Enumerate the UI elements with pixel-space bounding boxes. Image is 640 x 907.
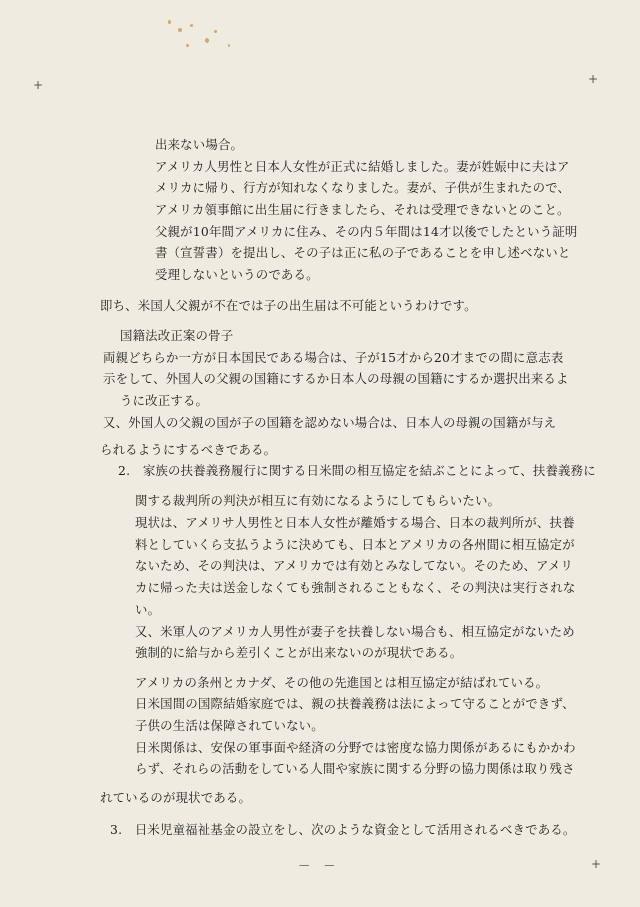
text-line: 出来ない場合。 <box>155 137 244 152</box>
text-line: 日米国間の国際結婚家庭では、親の扶養義務は法によって守ることができず、 <box>135 696 575 711</box>
text-line: 両親どちらか一方が日本国民である場合は、子が15才から20才までの間に意志表 <box>103 350 564 365</box>
stain-mark <box>214 30 217 33</box>
text-line: うに改正する。 <box>120 393 209 408</box>
text-line: らず、それらの活動をしている人間や家族に関する分野の協力関係は取り残さ <box>135 761 575 776</box>
text-line: 2. 家族の扶養義務履行に関する日米間の相互協定を結ぶことによって、扶養義務に <box>118 463 596 478</box>
item-3-line: れているのが現状である。 <box>100 790 252 805</box>
text-line: 料としていくら支払うように決めても、日本とアメリカの各州間に相互協定が <box>135 537 575 552</box>
stain-mark <box>178 28 182 32</box>
text-line: 強制的に給与から差引くことが出来ないのが現状である。 <box>135 645 463 660</box>
stain-mark <box>168 20 171 24</box>
text-line: 書（宣誓書）を提出し、その子は正に私の子であることを申し述べないと <box>155 245 571 260</box>
item-circle-1-line: 3. 日米児童福祉基金の設立をし、次のような資金として活用されるべきである。 <box>110 822 576 837</box>
text-line: 父親が10年間アメリカに住み、その内５年間は14才以後でしたという証明 <box>155 224 578 239</box>
text-line: アメリカ人男性と日本人女性が正式に結婚しました。妻が姓娠中に夫はア <box>155 159 570 174</box>
stain-mark <box>186 44 189 47</box>
text-line: メリカに帰り、行方が知れなくなりました。妻が、子供が生まれたので、 <box>155 180 571 195</box>
text-line: 示をして、外国人の父親の国籍にするか日本人の母親の国籍にするか選択出来るよ <box>103 371 569 386</box>
stain-mark <box>205 38 209 43</box>
text-line: 子供の生活は保障されていない。 <box>135 718 324 733</box>
text-line: ないため、その判決は、アメリカでは有効とみなしてない。そのため、アメリ <box>135 558 574 573</box>
stain-mark <box>190 24 193 27</box>
registration-mark-bottom-right: + <box>591 857 602 871</box>
text-line: 日米関係は、安保の軍事面や経済の分野では密度な協力関係があるにもかかわ <box>135 740 576 755</box>
registration-mark-top-right: + <box>588 72 599 86</box>
text-line: 又、米軍人のアメリカ人男性が妻子を扶養しない場合も、相互協定がないため <box>135 624 575 639</box>
text-line: 又、外国人の父親の国が子の国籍を認めない場合は、日本人の母親の国籍が与え <box>103 415 557 430</box>
text-line: アメリカ領事館に出生届に行きましたら、それは受理できないとのこと。 <box>155 202 570 217</box>
text-line: 現状は、アメリサ人男性と日本人女性が離婚する場合、日本の裁判所が、扶養 <box>135 515 575 530</box>
registration-mark-top-left: + <box>33 78 44 92</box>
text-line: い。 <box>135 602 161 617</box>
text-line: カに帰った夫は送金しなくても強制されることもなく、その判決は実行されな <box>135 580 576 595</box>
item-2-line: られるようにするべきである。 <box>100 442 277 457</box>
text-line: アメリカの条州とカナダ、その他の先進国とは相互協定が結ばれている。 <box>135 675 549 690</box>
text-line: 国籍法改正案の骨子 <box>120 328 234 343</box>
text-line: 関する裁判所の判決が相互に有効になるようにしてもらいたい。 <box>135 493 501 508</box>
text-line: 受理しないというのである。 <box>155 267 319 282</box>
section-heading: 即ち、米国人父親が不在では子の出生届は不可能というわけです。 <box>100 298 477 313</box>
page-number: － － <box>298 858 336 873</box>
stain-mark <box>228 44 230 47</box>
